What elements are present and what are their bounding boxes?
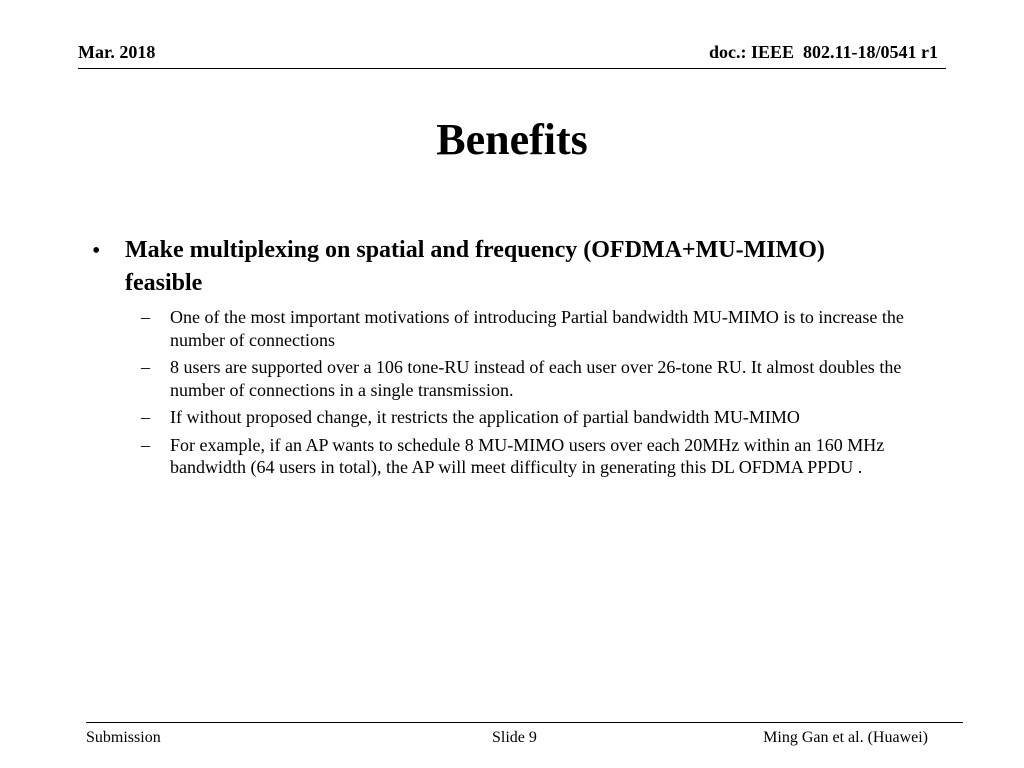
sub-bullet-text: For example, if an AP wants to schedule 8 MU-MIMO users over each 20MHz within an 160 MHz bandwidth (64 users in total), the AP will meet difficulty in generating this DL OFDMA PPDU . bbox=[170, 434, 885, 477]
main-bullet-text: Make multiplexing on spatial and frequency (OFDMA+MU-MIMO) feasible bbox=[125, 237, 825, 296]
header-divider bbox=[78, 68, 946, 69]
sub-bullet bbox=[0, 406, 930, 429]
footer-author: Ming Gan et al. (Huawei) bbox=[763, 729, 928, 746]
footer-submission: Submission bbox=[86, 729, 161, 746]
sub-bullet-text: If without proposed change, it restricts the application of partial bandwidth MU-MIMO bbox=[170, 407, 800, 427]
footer-slide-number: Slide 9 bbox=[492, 729, 537, 746]
slide-title: Benefits bbox=[436, 115, 588, 164]
sub-bullet-list bbox=[0, 306, 1024, 479]
slide-body bbox=[0, 234, 1024, 484]
sub-bullet-text: One of the most important motivations of introducing Partial bandwidth MU-MIMO is to increase the number of connections bbox=[170, 307, 904, 350]
header-date: Mar. 2018 bbox=[78, 42, 156, 62]
sub-bullet bbox=[0, 434, 930, 479]
bullet-marker: • bbox=[92, 238, 101, 264]
dash-marker: – bbox=[141, 357, 150, 377]
main-bullet bbox=[0, 234, 865, 300]
header-doc-id: doc.: IEEE 802.11-18/0541 r1 bbox=[708, 42, 938, 62]
sub-bullet bbox=[0, 306, 930, 351]
sub-bullet bbox=[0, 356, 930, 401]
dash-marker: – bbox=[141, 307, 150, 327]
sub-bullet-text: 8 users are supported over a 106 tone-RU instead of each user over 26-tone RU. It almost doubles the number of connections in a single transmission. bbox=[170, 357, 902, 400]
dash-marker: – bbox=[141, 407, 150, 427]
dash-marker: – bbox=[141, 434, 150, 455]
footer-divider bbox=[86, 722, 963, 723]
